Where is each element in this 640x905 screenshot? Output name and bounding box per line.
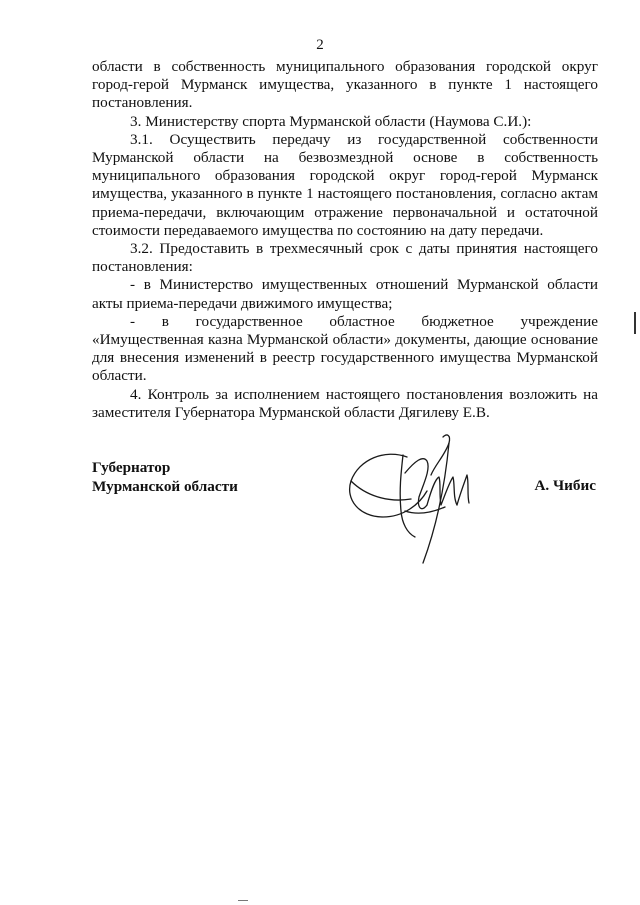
page-number: 2 [316,37,324,53]
paragraph-item-3-2-b: - в государственное областное бюджетное учреждение «Имущественная казна Мурманской области» документы, дающие основание для внесения изменений в реестр государственного имущества Мурманской области. [92,312,598,385]
paragraph-continuation: области в собственность муниципального образования городской округ город-герой Мурманск имущества, указанного в пункте 1 настоящего постановления. [92,58,598,112]
paragraph-item-3-2-a: - в Министерство имущественных отношений Мурманской области акты приема-передачи движимого имущества; [92,276,598,312]
signer-position [92,458,238,496]
paragraph-item-3: 3. Министерству спорта Мурманской области (Наумова С.И.): [130,112,532,130]
document-body [92,58,598,422]
paragraph-item-3-1: 3.1. Осуществить передачу из государственной собственности Мурманской области на безвозмездной основе в собственность муниципального образования городской округ город-герой Мурманск имущества, указанного в пункте 1 настоящего постановления, согласно актам приема-передачи, включающим отражение первоначальной и остаточной стоимости передаваемого имущества по состоянию на дату передачи. [92,130,598,239]
scan-edge-mark [634,312,636,334]
signer-name: А. Чибис [534,477,596,494]
paragraph-item-4: 4. Контроль за исполнением настоящего постановления возложить на заместителя Губернатора Мурманской области Дягилеву Е.В. [92,385,598,421]
paragraph-item-3-2: 3.2. Предоставить в трехмесячный срок с даты принятия настоящего постановления: [92,240,598,276]
scan-bottom-mark [238,900,248,901]
handwritten-signature [345,425,485,570]
signer-position-line1: Губернатор [92,459,171,476]
signer-position-line2: Мурманской области [92,478,238,495]
